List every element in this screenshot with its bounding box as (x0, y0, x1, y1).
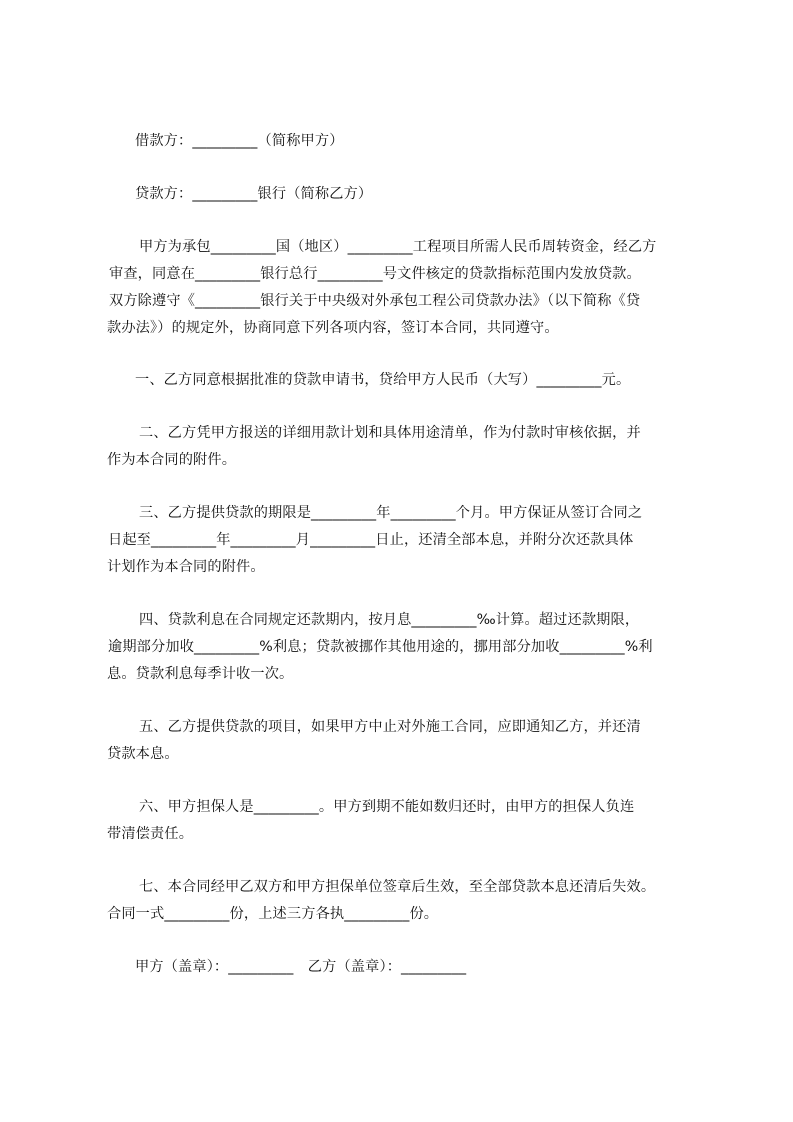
intro-line-3: 双方除遵守《_________银行关于中央级对外承包工程公司贷款办法》（以下简称《贷 (109, 293, 641, 309)
clause-3-line-3: 计划作为本合同的附件。 (107, 559, 265, 575)
clause-7-line-1: 七、本合同经甲乙双方和甲方担保单位签章后生效，至全部贷款本息还清后失效。 (139, 879, 656, 895)
intro-line-2: 审查，同意在_________银行总行_________号文件核定的贷款指标范围内发放贷款。 (109, 266, 641, 282)
clause-5-line-2: 贷款本息。 (107, 746, 179, 762)
signature-line: 甲方（盖章）：_________ 乙方（盖章）：_________ (135, 959, 467, 975)
clause-4-line-3: 息。贷款利息每季计收一次。 (107, 666, 294, 682)
clause-6-line-1: 六、甲方担保人是_________。甲方到期不能如数归还时，由甲方的担保人负连 (139, 799, 635, 815)
clause-2-line-1: 二、乙方凭甲方报送的详细用款计划和具体用途清单，作为付款时审核依据，并 (139, 425, 641, 441)
clause-4-line-2: 逾期部分加收_________%利息；贷款被挪作其他用途的，挪用部分加收_________%利 (108, 639, 653, 655)
clause-2-line-2: 作为本合同的附件。 (107, 452, 237, 468)
clause-6-line-2: 带清偿责任。 (107, 826, 194, 842)
intro-line-1: 甲方为承包_________国（地区）_________工程项目所需人民币周转资金，经乙方 (139, 239, 657, 255)
clause-7-line-2: 合同一式_________份，上述三方各执_________份。 (107, 906, 439, 922)
clause-3-line-1: 三、乙方提供贷款的期限是_________年_________个月。甲方保证从签订合同之 (139, 505, 643, 521)
borrower-line: 借款方：_________（简称甲方） (135, 133, 344, 149)
intro-line-4: 款办法》）的规定外，协商同意下列各项内容，签订本合同，共同遵守。 (107, 320, 559, 336)
clause-3-line-2: 日起至_________年_________月_________日止，还清全部本息，并附分次还款具体 (108, 532, 634, 548)
clause-4-line-1: 四、贷款利息在合同规定还款期内，按月息_________‰计算。超过还款期限， (139, 612, 640, 628)
lender-line: 贷款方：_________银行（简称乙方） (135, 186, 373, 202)
clause-5-line-1: 五、乙方提供贷款的项目，如果甲方中止对外施工合同，应即通知乙方，并还清 (139, 719, 641, 735)
clause-1-line-1: 一、乙方同意根据批准的贷款申请书，贷给甲方人民币（大写）_________元。 (135, 372, 631, 388)
